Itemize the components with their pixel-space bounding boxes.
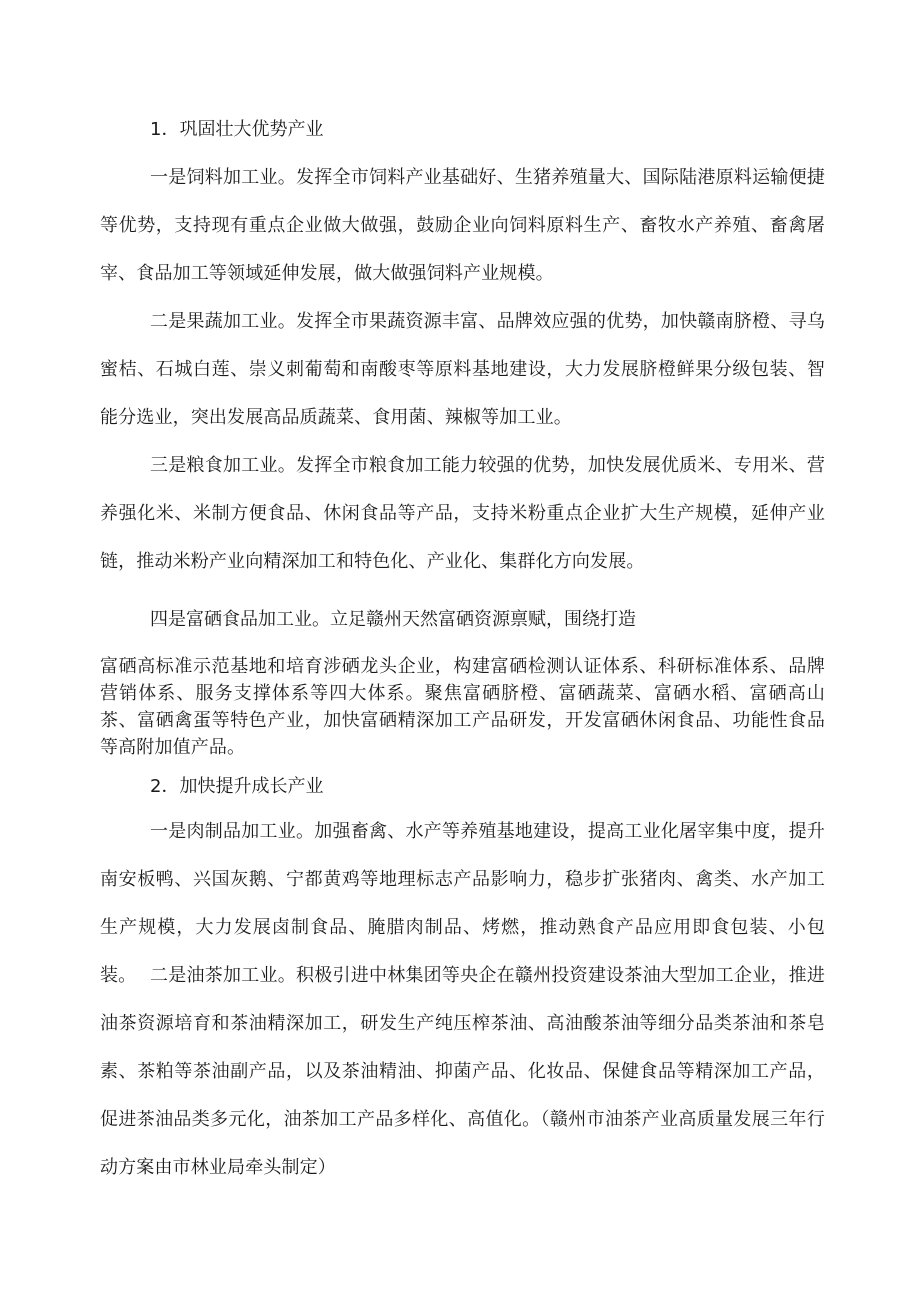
paragraph-meat-processing: 一是肉制品加工业。加强畜禽、水产等养殖基地建设，提高工业化屠宰集中度，提升南安板鸭、兴国灰鹅、宁都黄鸡等地理标志产品影响力，稳步扩张猪肉、禽类、水产加工生产规模，大力发展卤制食品、腌腊肉制品、烤燃，推动熟食产品应用即食包装、小包装。 [100, 821, 825, 986]
paragraph-fruit-vegetable-processing: 二是果蔬加工业。发挥全市果蔬资源丰富、品牌效应强的优势，加快赣南脐橙、寻乌蜜桔、石城白莲、崇义刺葡萄和南酸枣等原料基地建设，大力发展脐橙鲜果分级包装、智能分选业，突出发展高品质蔬菜、食用菌、辣椒等加工业。 [100, 311, 825, 428]
paragraph-feed-processing: 一是饲料加工业。发挥全市饲料产业基础好、生猪养殖量大、国际陆港原料运输便捷等优势，支持现有重点企业做大做强，鼓励企业向饲料原料生产、畜牧水产养殖、畜禽屠宰、食品加工等领域延伸发展，做大做强饲料产业规模。 [100, 167, 825, 284]
section-heading-accelerate-growth-industries: 2．加快提升成长产业 [150, 776, 324, 797]
paragraph-selenium-food-body: 富硒高标准示范基地和培育涉硒龙头企业，构建富硒检测认证体系、科研标准体系、品牌营销体系、服务支撑体系等四大体系。聚焦富硒脐橙、富硒蔬菜、富硒水稻、富硒高山茶、富硒禽蛋等特色产业，加快富硒精深加工产品研发，开发富硒休闲食品、功能性食品等高附加值产品。 [100, 656, 825, 758]
section-heading-strengthen-advantage-industries: 1．巩固壮大优势产业 [150, 119, 324, 140]
paragraph-selenium-food-lead: 四是富硒食品加工业。立足赣州天然富硒资源禀赋，围绕打造 [150, 609, 636, 630]
paragraph-oil-tea-processing: 二是油茶加工业。积极引进中林集团等央企在赣州投资建设茶油大型加工企业，推进油茶资源培育和茶油精深加工，研发生产纯压榨茶油、高油酸茶油等细分品类茶油和茶皂素、茶粕等茶油副产品，以及茶油精油、抑菌产品、化妆品、保健食品等精深加工产品，促进茶油品类多元化，油茶加工产品多样化、高值化。（赣州市油茶产业高质量发展三年行动方案由市林业局牵头制定） [100, 965, 825, 1178]
paragraph-grain-processing: 三是粮食加工业。发挥全市粮食加工能力较强的优势，加快发展优质米、专用米、营养强化米、米制方便食品、休闲食品等产品，支持米粉重点企业扩大生产规模，延伸产业链，推动米粉产业向精深加工和特色化、产业化、集群化方向发展。 [100, 455, 825, 572]
